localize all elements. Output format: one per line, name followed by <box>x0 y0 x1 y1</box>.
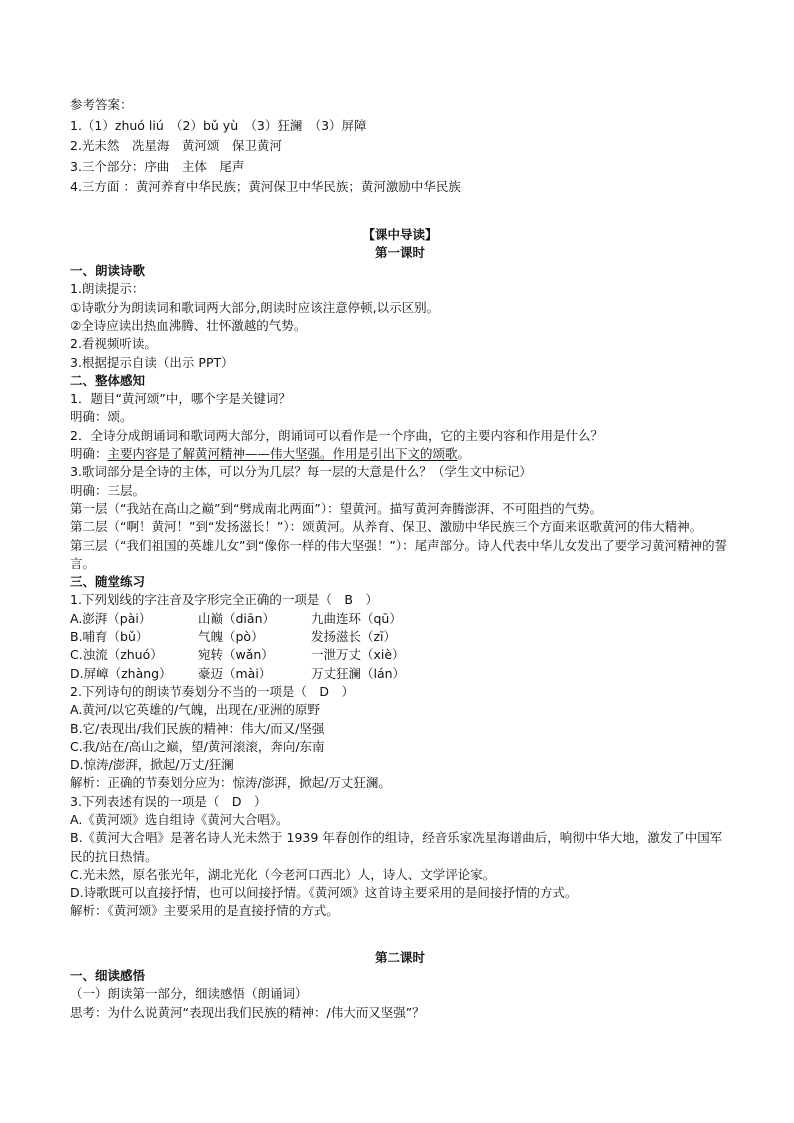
option-line: C.我/站在/高山之巅，望/黄河滚滚，奔向/东南 <box>70 738 325 754</box>
option-line: D.诗歌既可以直接抒情，也可以间接抒情。《黄河颂》这首诗主要采用的是间接抒情的方式。 <box>70 885 578 901</box>
section-practice-title: 三、随堂练习 <box>70 574 146 590</box>
option-cell: 山巅（diān） <box>198 610 275 626</box>
think-question: 思考：为什么说黄河“表现出我们民族的精神：/伟大而又坚强”？ <box>70 1004 425 1020</box>
analysis-3: 解析：《黄河颂》主要采用的是直接抒情的方式。 <box>70 903 339 919</box>
text-line: 2.看视频听读。 <box>70 336 157 352</box>
option-cell: C.浊流（zhuó） <box>70 647 163 663</box>
option-line: A.黄河/以它英雄的/气魄，出现在/亚洲的原野 <box>70 702 320 718</box>
option-line: B.它/表现出/我们民族的精神：伟大/而又/坚强 <box>70 720 325 736</box>
text-line: 3.根据提示自读（出示 PPT） <box>70 354 234 370</box>
text-line: ②全诗应读出热血沸腾、壮怀激越的气势。 <box>70 317 307 333</box>
option-cell: 九曲连环（qū） <box>311 610 402 626</box>
option-line: D.惊涛/澎湃，掀起/万丈/狂澜 <box>70 757 234 773</box>
second-period-title: 第二课时 <box>374 949 425 965</box>
option-cell: 万丈狂澜（lán） <box>311 665 406 681</box>
section-heading: 【课中导读】 <box>362 226 438 242</box>
section-read-poem-title: 一、朗读诗歌 <box>70 263 146 279</box>
option-cell: 豪迈（mài） <box>198 665 272 681</box>
section-close-reading-title: 一、细读感悟 <box>70 968 146 984</box>
analysis-2: 解析：正确的节奏划分应为：惊涛/澎湃，掀起/万丈狂澜。 <box>70 775 391 791</box>
option-row-a <box>70 610 730 628</box>
option-cell: 气魄（pò） <box>198 629 264 645</box>
question-2: 2．全诗分成朗诵词和歌词两大部分，朗诵词可以看作是一个序曲，它的主要内容和作用是什么？ <box>70 427 603 443</box>
answer-2-suffix: 。 <box>457 446 471 462</box>
layer-2: 第二层（“啊！黄河！”到“发扬滋长！”）：颂黄河。从养育、保卫、激励中华民族三个方面来讴歌黄河的伟大精神。 <box>70 519 703 535</box>
option-row-b <box>70 628 730 646</box>
practice-question-3: 3.下列表述有误的一项是（ D ） <box>70 793 267 809</box>
answer-1: 明确：颂。 <box>70 409 133 425</box>
reference-answers <box>70 95 730 198</box>
layer-3: 第三层（“我们祖国的英雄儿女”到“像你一样的伟大坚强！”）：尾声部分。诗人代表中华儿女发出了要学习黄河精神的誓言。 <box>70 537 728 571</box>
option-cell: D.屏嶂（zhàng） <box>70 665 172 681</box>
answer-item-2: 2.光未然 冼星海 黄河颂 保卫黄河 <box>70 138 282 153</box>
worksheet-page <box>70 95 730 1022</box>
answer-item-1: 1.（1）zhuó liú （2）bǔ yù （3）狂澜 （3）屏障 <box>70 117 367 133</box>
option-line: A.《黄河颂》选自组诗《黄河大合唱》。 <box>70 812 289 827</box>
section-overview-title: 二、整体感知 <box>70 372 146 388</box>
option-line: B.《黄河大合唱》是著名诗人光未然于 1939 年春创作的组诗，经音乐家冼星海谱曲后，响彻中华大地，激发了中国军民的抗日热情。 <box>70 830 723 864</box>
option-cell: B.哺育（bǔ） <box>70 629 149 645</box>
option-cell: 发扬滋长（zī） <box>311 629 397 645</box>
answer-2 <box>70 445 730 463</box>
layer-1: 第一层（“我站在高山之巅”到“劈成南北两面”）：望黄河。描写黄河奔腾澎湃、不可阻挡的气势。 <box>70 500 603 516</box>
answer-2-underlined: 主要内容是了解黄河精神——伟大坚强。作用是引出下文的颂歌 <box>107 446 458 462</box>
answers-title: 参考答案： <box>70 97 133 112</box>
answer-item-3: 3.三个部分：序曲 主体 尾声 <box>70 158 245 174</box>
question-1: 1．题目“黄河颂”中，哪个字是关键词？ <box>70 391 291 407</box>
answer-3: 明确：三层。 <box>70 482 146 498</box>
text-line: 1.朗读提示： <box>70 281 145 297</box>
option-row-c <box>70 646 730 664</box>
text-line: ①诗歌分为朗读词和歌词两大部分,朗读时应该注意停顿,以示区别。 <box>70 299 440 315</box>
answer-item-4: 4.三方面 ：黄河养育中华民族；黄河保卫中华民族；黄河激励中华民族 <box>70 179 461 194</box>
question-3: 3.歌词部分是全诗的主体，可以分为几层？每一层的大意是什么？（学生文中标记） <box>70 464 532 480</box>
practice-question-2: 2.下列诗句的朗读节奏划分不当的一项是（ D ） <box>70 683 355 699</box>
answer-2-prefix: 明确： <box>70 446 108 462</box>
option-row-d <box>70 665 730 683</box>
option-cell: 一泄万丈（xiè） <box>311 647 405 663</box>
first-period-title: 第一课时 <box>374 244 425 260</box>
option-line: C.光未然，原名张光年，湖北光化（今老河口西北）人，诗人、文学评论家。 <box>70 866 496 882</box>
option-cell: A.澎湃（pài） <box>70 610 152 626</box>
practice-question-1: 1.下列划线的字注音及字形完全正确的一项是（ B ） <box>70 592 379 608</box>
subsection-1: （一）朗读第一部分，细读感悟（朗诵词） <box>70 986 308 1002</box>
option-cell: 宛转（wǎn） <box>198 647 274 663</box>
